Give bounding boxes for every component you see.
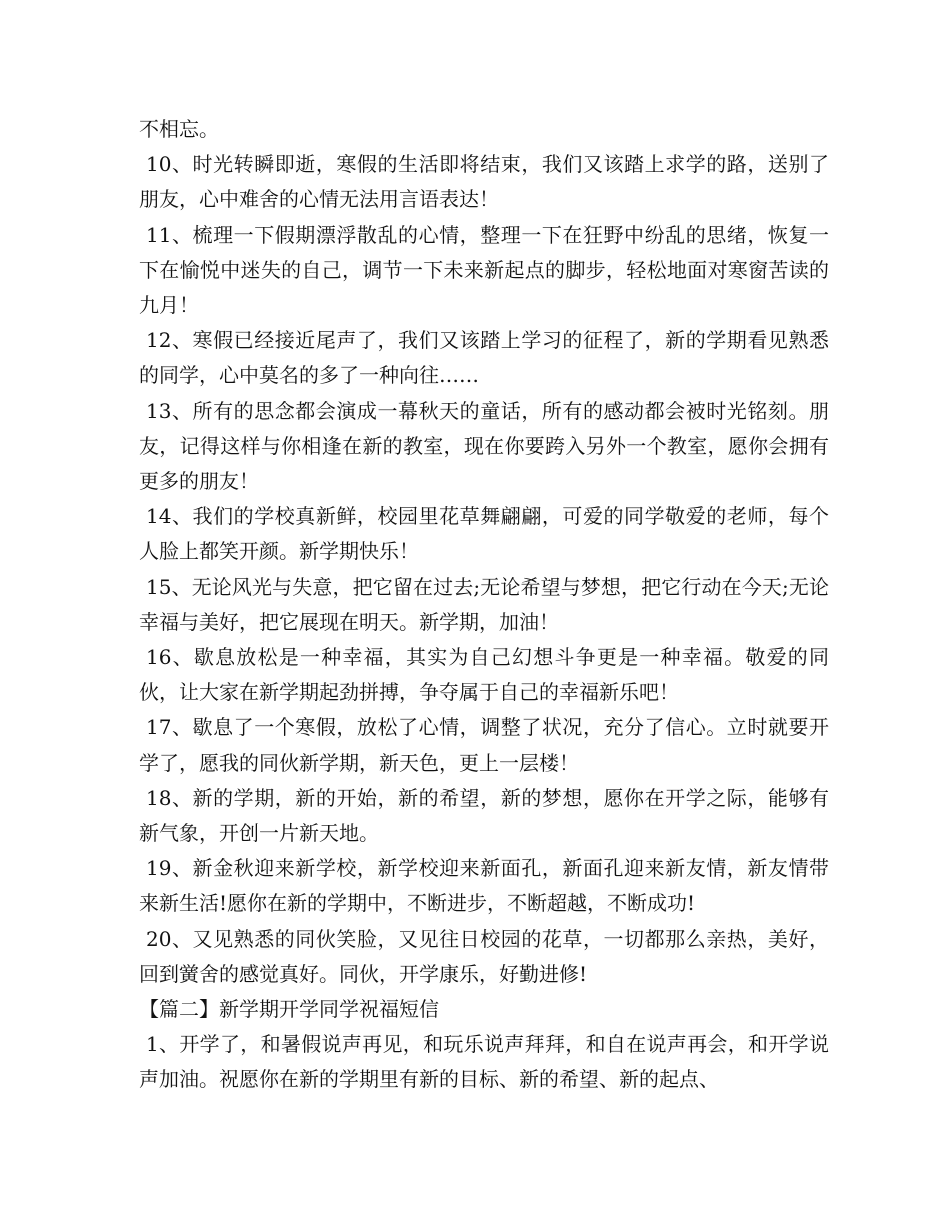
paragraph-item-17: 17、歇息了一个寒假，放松了心情，调整了状况，充分了信心。立时就要开学了，愿我的同伙新学期，新天色，更上一层楼！ [139, 715, 829, 775]
section-heading: 【篇二】新学期开学同学祝福短信 [139, 997, 439, 1022]
paragraph-continuation: 不相忘。 [139, 117, 219, 141]
paragraph-item-20: 20、又见熟悉的同伙笑脸，又见往日校园的花草，一切都那么亲热，美好，回到黉舍的感觉真好。同伙，开学康乐，好勤进修! [139, 926, 829, 986]
document-body [139, 112, 829, 1098]
paragraph-item-18: 18、新的学期，新的开始，新的希望，新的梦想，愿你在开学之际，能够有新气象，开创一片新天地。 [139, 785, 829, 846]
paragraph-item-12: 12、寒假已经接近尾声了，我们又该踏上学习的征程了，新的学期看见熟悉的同学，心中莫名的多了一种向往…… [139, 328, 829, 388]
paragraph-item-14: 14、我们的学校真新鲜，校园里花草舞翩翩，可爱的同学敬爱的老师，每个人脸上都笑开颜。新学期快乐！ [139, 504, 829, 564]
paragraph-item-13: 13、所有的思念都会演成一幕秋天的童话，所有的感动都会被时光铭刻。朋友，记得这样与你相逢在新的教室，现在你要跨入另外一个教室，愿你会拥有更多的朋友！ [139, 398, 829, 494]
paragraph-item-15: 15、无论风光与失意，把它留在过去;无论希望与梦想，把它行动在今天;无论幸福与美好，把它展现在明天。新学期，加油！ [139, 574, 829, 634]
paragraph-item-19: 19、新金秋迎来新学校，新学校迎来新面孔，新面孔迎来新友情，新友情带来新生活!愿你在新的学期中，不断进步，不断超越，不断成功! [139, 856, 829, 916]
paragraph-item-10: 10、时光转瞬即逝，寒假的生活即将结束，我们又该踏上求学的路，送别了朋友，心中难舍的心情无法用言语表达！ [139, 152, 829, 212]
paragraph-item-16: 16、歇息放松是一种幸福，其实为自己幻想斗争更是一种幸福。敬爱的同伙，让大家在新学期起劲拼搏，争夺属于自己的幸福新乐吧！ [139, 645, 829, 705]
paragraph-item-1: 1、开学了，和暑假说声再见，和玩乐说声拜拜，和自在说声再会，和开学说声加油。祝愿你在新的学期里有新的目标、新的希望、新的起点、 [139, 1032, 829, 1092]
paragraph-item-11: 11、梳理一下假期漂浮散乱的心情，整理一下在狂野中纷乱的思绪，恢复一下在愉悦中迷失的自己，调节一下未来新起点的脚步，轻松地面对寒窗苦读的九月！ [139, 222, 829, 318]
